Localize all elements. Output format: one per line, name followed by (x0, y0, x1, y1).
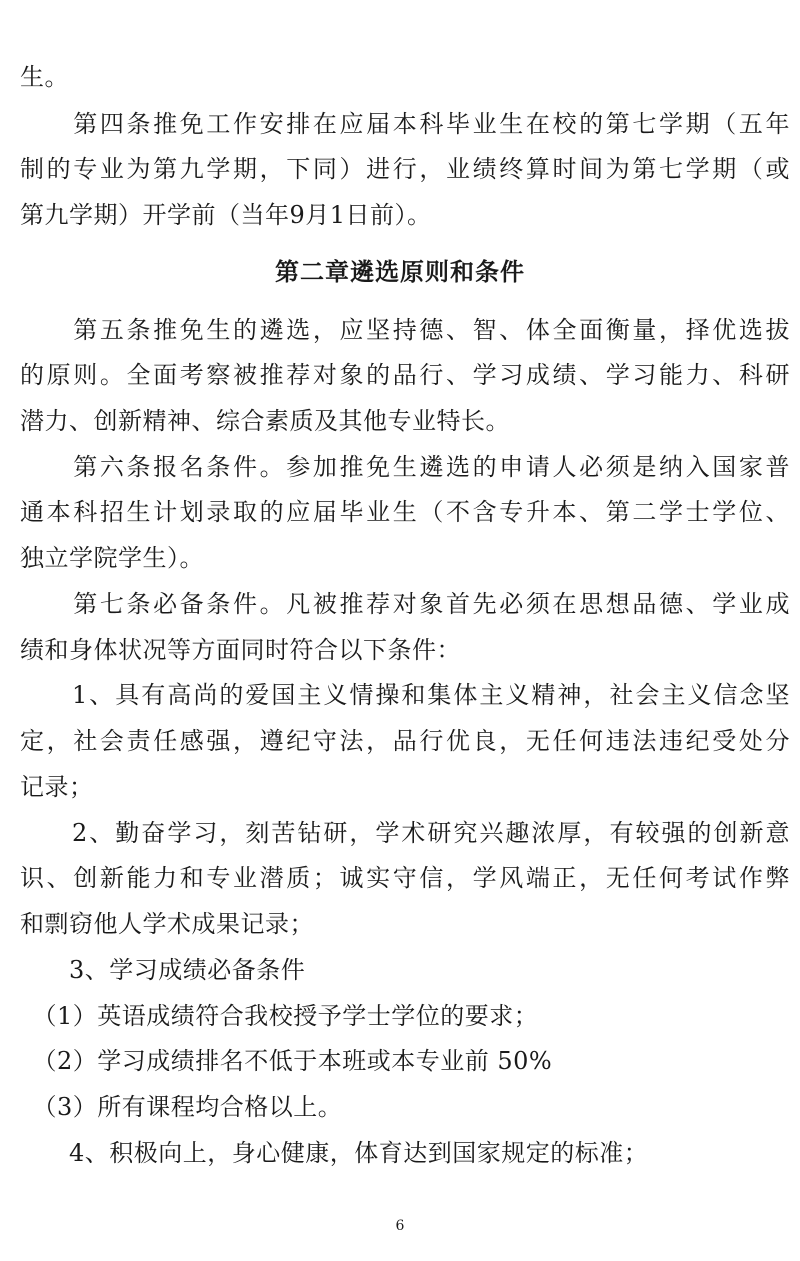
text-line: （1）英语成绩符合我校授予学士学位的要求； (20, 1002, 539, 1030)
chapter-heading: 第二章遴选原则和条件 (275, 258, 525, 286)
text-line: （2）学习成绩排名不低于本班或本专业前 50% (20, 1047, 553, 1075)
text-line: 1、具有高尚的爱国主义情操和集体主义精神，社会主义信念坚 (20, 681, 790, 709)
text-line: 生。 (20, 63, 69, 91)
text-line: 绩和身体状况等方面同时符合以下条件： (20, 636, 461, 664)
text-line: （3）所有课程均合格以上。 (20, 1093, 343, 1121)
page-number: 6 (395, 1218, 405, 1234)
text-line: 4、积极向上，身心健康，体育达到国家规定的标准； (20, 1139, 649, 1167)
text-line: 第五条推免生的遴选，应坚持德、智、体全面衡量，择优选拔 (20, 316, 790, 344)
text-line: 潜力、创新精神、综合素质及其他专业特长。 (20, 407, 510, 435)
text-line: 第九学期）开学前（当年9月1日前）。 (20, 201, 432, 229)
text-line: 独立学院学生）。 (20, 544, 204, 572)
text-line: 3、学习成绩必备条件 (20, 956, 306, 984)
text-line: 和剽窃他人学术成果记录； (20, 910, 314, 938)
text-line: 识、创新能力和专业潜质；诚实守信，学风端正，无任何考试作弊 (20, 864, 790, 892)
text-line: 的原则。全面考察被推荐对象的品行、学习成绩、学习能力、科研 (20, 361, 790, 389)
text-line: 2、勤奋学习，刻苦钻研，学术研究兴趣浓厚，有较强的创新意 (20, 819, 790, 847)
text-line: 制的专业为第九学期，下同）进行，业绩终算时间为第七学期（或 (20, 155, 790, 183)
text-line: 第六条报名条件。参加推免生遴选的申请人必须是纳入国家普 (20, 453, 790, 481)
text-line: 第四条推免工作安排在应届本科毕业生在校的第七学期（五年 (20, 110, 790, 138)
text-line: 记录； (20, 773, 94, 801)
text-line: 定，社会责任感强，遵纪守法，品行优良，无任何违法违纪受处分 (20, 727, 790, 755)
text-line: 通本科招生计划录取的应届毕业生（不含专升本、第二学士学位、 (20, 498, 790, 526)
text-line: 第七条必备条件。凡被推荐对象首先必须在思想品德、学业成 (20, 590, 790, 618)
